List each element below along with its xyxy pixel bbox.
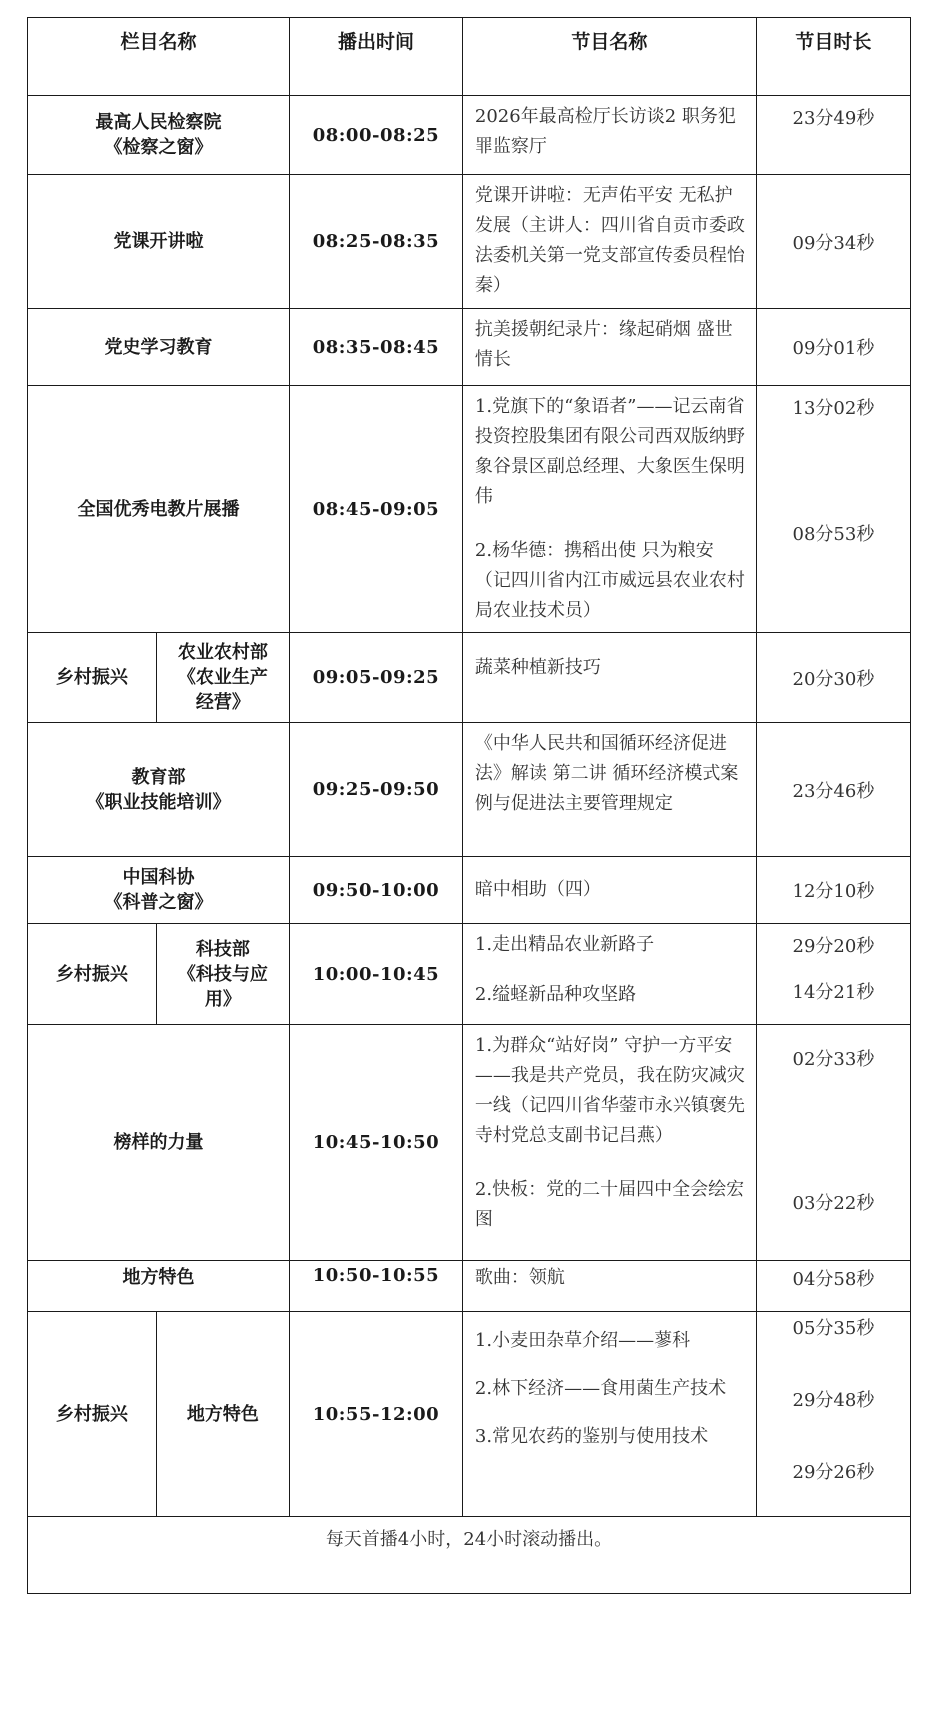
air-time: 09:25-09:50	[290, 723, 463, 857]
duration-item: 29分48秒	[792, 1390, 875, 1411]
duration	[756, 924, 910, 1025]
air-time: 10:50-10:55	[290, 1261, 463, 1312]
sub-column-line: 《农业生产	[177, 667, 268, 688]
group-name: 乡村振兴	[28, 924, 157, 1025]
table-row	[28, 633, 911, 723]
duration: 09分01秒	[756, 309, 910, 386]
spacer	[757, 420, 910, 520]
spacer	[757, 1071, 910, 1189]
duration: 23分49秒	[756, 96, 910, 175]
program-item: 1.党旗下的“象语者”——记云南省投资控股集团有限公司西双版纳野象谷景区副总经理、大象医生保明伟	[474, 396, 745, 507]
program-item: 2.缢蛏新品种攻坚路	[474, 984, 637, 1005]
duration: 12分10秒	[756, 857, 910, 924]
program-name	[462, 924, 756, 1025]
program-name	[462, 386, 756, 633]
program-item: 1.为群众“站好岗” 守护一方平安——我是共产党员，我在防灾减灾一线（记四川省华蓥市永兴镇褒先寺村党总支副书记吕燕）	[474, 1035, 745, 1146]
program-item: 1.走出精品农业新路子	[474, 934, 655, 955]
column-name-line: 教育部	[131, 766, 186, 788]
program-name	[462, 1312, 756, 1517]
air-time: 09:05-09:25	[290, 633, 463, 723]
sub-column-name	[156, 924, 289, 1025]
group-name: 乡村振兴	[28, 1312, 157, 1517]
duration-item: 05分35秒	[792, 1318, 875, 1339]
sub-column-name: 地方特色	[156, 1312, 289, 1517]
sub-column-line: 农业农村部	[177, 642, 268, 663]
sub-column-line: 用》	[204, 988, 241, 1010]
table-row	[28, 924, 911, 1025]
duration-item: 03分22秒	[792, 1193, 875, 1214]
duration-item: 29分20秒	[792, 936, 875, 957]
air-time: 08:35-08:45	[290, 309, 463, 386]
spacer	[757, 1340, 910, 1386]
air-time: 08:00-08:25	[290, 96, 463, 175]
footer-note: 每天首播4小时，24小时滚动播出。	[28, 1517, 911, 1594]
table-row	[28, 1261, 911, 1312]
column-name: 党课开讲啦	[28, 175, 290, 309]
table-row	[28, 309, 911, 386]
program-name	[462, 1025, 756, 1261]
duration: 23分46秒	[756, 723, 910, 857]
air-time: 10:00-10:45	[290, 924, 463, 1025]
duration-item: 13分02秒	[792, 398, 875, 419]
duration-item: 02分33秒	[792, 1049, 875, 1070]
air-time: 10:45-10:50	[290, 1025, 463, 1261]
spacer	[475, 1404, 748, 1422]
duration	[756, 1025, 910, 1261]
column-name: 党史学习教育	[28, 309, 290, 386]
column-name: 地方特色	[28, 1261, 290, 1312]
duration: 20分30秒	[756, 633, 910, 723]
spacer	[475, 1356, 748, 1374]
header-air-time: 播出时间	[290, 18, 463, 96]
spacer	[475, 960, 748, 980]
duration-item: 29分26秒	[792, 1462, 875, 1483]
air-time: 10:55-12:00	[290, 1312, 463, 1517]
header-duration: 节目时长	[756, 18, 910, 96]
column-name	[28, 96, 290, 175]
program-name: 暗中相助（四）	[462, 857, 756, 924]
header-column-name: 栏目名称	[28, 18, 290, 96]
sub-column-name	[156, 633, 289, 723]
column-name: 全国优秀电教片展播	[28, 386, 290, 633]
duration: 04分58秒	[756, 1261, 910, 1312]
program-item: 2.杨华德：携稻出使 只为粮安（记四川省内江市威远县农业农村局农业技术员）	[474, 540, 745, 621]
table-row	[28, 386, 911, 633]
column-name-line: 《职业技能培训》	[86, 791, 231, 813]
column-name-line: 《科普之窗》	[104, 892, 213, 913]
table-row	[28, 96, 911, 175]
sub-column-line: 科技部	[195, 938, 250, 960]
column-name-line: 最高人民检察院	[95, 112, 222, 133]
header-row	[28, 18, 911, 96]
program-item: 2.林下经济——食用菌生产技术	[474, 1378, 727, 1399]
group-name: 乡村振兴	[28, 633, 157, 723]
table-row	[28, 175, 911, 309]
program-name: 歌曲：领航	[462, 1261, 756, 1312]
spacer	[475, 1151, 748, 1175]
program-name: 党课开讲啦：无声佑平安 无私护发展（主讲人：四川省自贡市委政法委机关第一党支部宣传委员程怡秦）	[462, 175, 756, 309]
program-item: 2.快板：党的二十届四中全会绘宏图	[474, 1179, 745, 1230]
program-item: 3.常见农药的鉴别与使用技术	[474, 1426, 709, 1447]
column-name-line: 《检察之窗》	[104, 137, 213, 158]
sub-column-line: 《科技与应	[177, 963, 268, 985]
column-name	[28, 857, 290, 924]
table-row	[28, 723, 911, 857]
program-item: 1.小麦田杂草介绍——蓼科	[474, 1330, 691, 1351]
footer-row	[28, 1517, 911, 1594]
column-name-line: 中国科协	[122, 867, 195, 888]
spacer	[757, 1412, 910, 1458]
sub-column-line: 经营》	[195, 692, 250, 713]
column-name: 榜样的力量	[28, 1025, 290, 1261]
duration: 09分34秒	[756, 175, 910, 309]
duration-item: 14分21秒	[792, 982, 875, 1003]
air-time: 08:45-09:05	[290, 386, 463, 633]
spacer	[757, 958, 910, 978]
table-row	[28, 1312, 911, 1517]
duration	[756, 386, 910, 633]
program-name: 《中华人民共和国循环经济促进法》解读 第二讲 循环经济模式案例与促进法主要管理规定	[462, 723, 756, 857]
program-name: 蔬菜种植新技巧	[462, 633, 756, 723]
program-name: 2026年最高检厅长访谈2 职务犯罪监察厅	[462, 96, 756, 175]
air-time: 09:50-10:00	[290, 857, 463, 924]
table-row	[28, 857, 911, 924]
duration	[756, 1312, 910, 1517]
table-row	[28, 1025, 911, 1261]
duration-item: 08分53秒	[792, 524, 875, 545]
spacer	[475, 512, 748, 536]
column-name	[28, 723, 290, 857]
air-time: 08:25-08:35	[290, 175, 463, 309]
broadcast-schedule-table	[27, 17, 911, 1594]
header-program-name: 节目名称	[462, 18, 756, 96]
program-name: 抗美援朝纪录片：缘起硝烟 盛世情长	[462, 309, 756, 386]
